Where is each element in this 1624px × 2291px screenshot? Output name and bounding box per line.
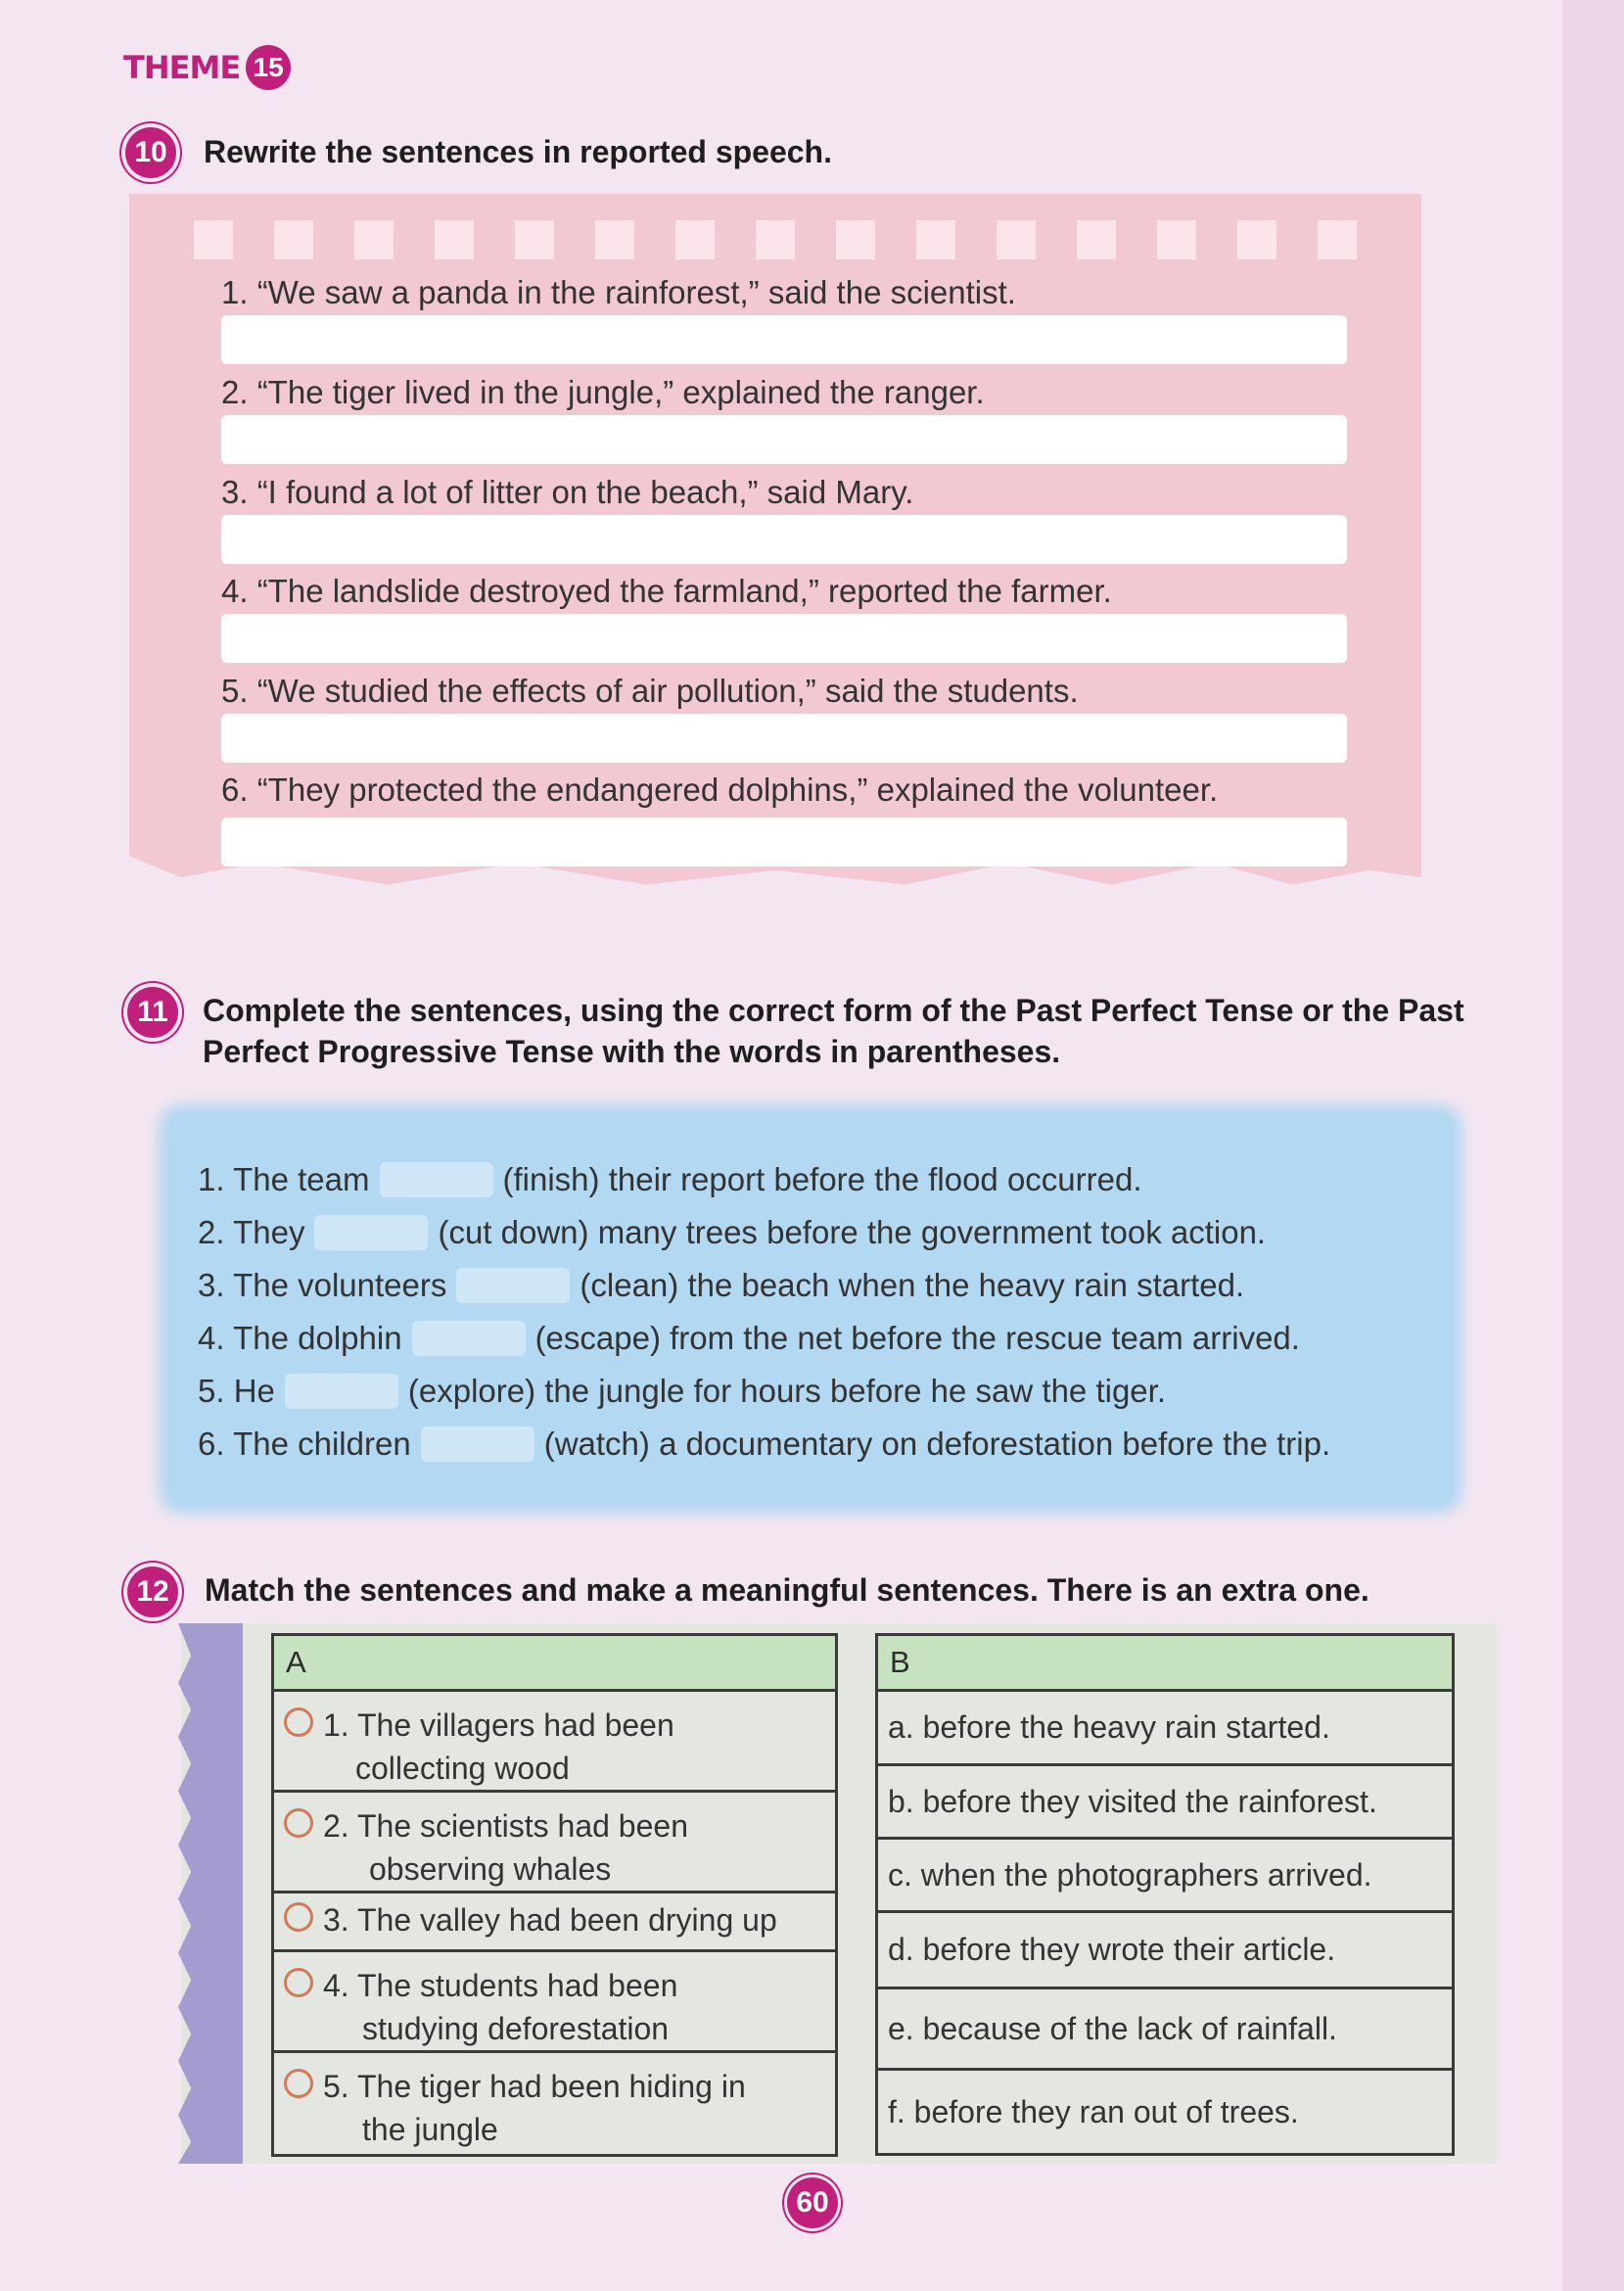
gap-field-1[interactable] <box>380 1162 493 1197</box>
tense-item-subject: 6. The children <box>198 1426 411 1462</box>
exercise-11-title-line-2: Perfect Progressive Tense with the words in parentheses. <box>203 1034 1061 1069</box>
column-b-item-e: e. because of the lack of rainfall. <box>878 1989 1452 2071</box>
column-b-item-b: b. before they visited the rainforest. <box>878 1766 1452 1840</box>
answer-circle-1[interactable] <box>284 1707 313 1737</box>
column-b-item-a: a. before the heavy rain started. <box>878 1692 1452 1766</box>
exercise-10-badge: 10 <box>125 127 176 178</box>
answer-field-4[interactable] <box>221 614 1347 663</box>
exercise-11-title-line-1: Complete the sentences, using the correct form of the Past Perfect Tense or the Past <box>203 993 1464 1028</box>
column-b-item-f: f. before they ran out of trees. <box>888 2093 1299 2129</box>
column-a-item-4: 4. The students had been studying deforestation <box>274 1952 835 2053</box>
tense-item-subject: 1. The team <box>198 1161 370 1197</box>
exercise-12-badge: 12 <box>127 1566 178 1617</box>
column-b-header: B <box>878 1636 1452 1692</box>
tense-item-verb: (finish) <box>502 1161 600 1197</box>
theme-number-badge: 15 <box>246 45 291 90</box>
tense-item-rest: their report before the flood occurred. <box>608 1161 1142 1197</box>
gap-field-6[interactable] <box>421 1426 534 1462</box>
exercise-11-badge: 11 <box>127 987 178 1038</box>
tense-item-verb: (watch) <box>543 1426 650 1462</box>
page-number: 60 <box>787 2177 838 2228</box>
tense-item-rest: a documentary on deforestation before the trip. <box>659 1426 1331 1462</box>
reported-speech-item-4: 4. “The landslide destroyed the farmland,” reported the farmer. <box>221 573 1112 609</box>
answer-circle-2[interactable] <box>284 1808 313 1838</box>
column-a-item-1: 1. The villagers had been collecting wood <box>274 1692 835 1793</box>
tense-item-4 <box>198 1320 1300 1357</box>
page-side-strip <box>1562 0 1624 2291</box>
column-a-item-3: 3. The valley had been drying up <box>274 1894 835 1952</box>
reported-speech-item-6: 6. “They protected the endangered dolphins,” explained the volunteer. <box>221 771 1219 808</box>
reported-speech-item-2: 2. “The tiger lived in the jungle,” explained the ranger. <box>221 374 985 410</box>
column-b-item-c: c. when the photographers arrived. <box>878 1840 1452 1913</box>
tense-item-6 <box>198 1426 1330 1463</box>
gap-field-2[interactable] <box>314 1215 428 1250</box>
gap-field-5[interactable] <box>285 1374 398 1409</box>
matching-column-b <box>875 1633 1455 2156</box>
tense-item-2 <box>198 1214 1266 1251</box>
tense-item-3 <box>198 1267 1244 1304</box>
tense-item-verb: (clean) <box>580 1267 679 1303</box>
answer-circle-4[interactable] <box>284 1968 313 1997</box>
answer-circle-3[interactable] <box>284 1902 313 1932</box>
tense-item-subject: 2. They <box>198 1214 305 1250</box>
answer-field-3[interactable] <box>221 515 1347 564</box>
theme-header <box>123 45 291 90</box>
answer-field-2[interactable] <box>221 415 1347 464</box>
tense-item-5 <box>198 1373 1166 1410</box>
gap-field-3[interactable] <box>456 1268 570 1303</box>
answer-circle-5[interactable] <box>284 2069 313 2098</box>
tense-item-rest: the jungle for hours before he saw the tiger. <box>544 1373 1166 1409</box>
answer-field-6[interactable] <box>221 818 1347 866</box>
tense-item-rest: from the net before the rescue team arrived. <box>670 1320 1300 1356</box>
reported-speech-item-3: 3. “I found a lot of litter on the beach,” said Mary. <box>221 474 914 510</box>
matching-column-a <box>271 1633 838 2157</box>
column-a-header: A <box>274 1636 835 1692</box>
tense-item-subject: 4. The dolphin <box>198 1320 402 1356</box>
answer-field-5[interactable] <box>221 714 1347 763</box>
reported-speech-item-5: 5. “We studied the effects of air pollution,” said the students. <box>221 673 1079 709</box>
tense-item-verb: (cut down) <box>438 1214 589 1250</box>
theme-label: THEME <box>123 49 241 86</box>
tense-item-rest: the beach when the heavy rain started. <box>687 1267 1245 1303</box>
tense-item-verb: (escape) <box>534 1320 661 1356</box>
reported-speech-item-1: 1. “We saw a panda in the rainforest,” said the scientist. <box>221 274 1016 310</box>
tense-item-verb: (explore) <box>407 1373 536 1409</box>
exercise-10-title: Rewrite the sentences in reported speech. <box>204 134 832 169</box>
tense-item-rest: many trees before the government took action. <box>597 1214 1267 1250</box>
answer-field-1[interactable] <box>221 315 1347 364</box>
tense-item-subject: 5. He <box>198 1373 275 1409</box>
column-b-item-d: d. before they wrote their article. <box>878 1913 1452 1989</box>
gap-field-4[interactable] <box>412 1321 526 1356</box>
column-a-item-5: 5. The tiger had been hiding in the jungle <box>274 2053 835 2154</box>
notebook-holes <box>194 220 1357 259</box>
tense-item-1 <box>198 1161 1142 1198</box>
tense-item-subject: 3. The volunteers <box>198 1267 447 1303</box>
exercise-12-title: Match the sentences and make a meaningful sentences. There is an extra one. <box>205 1572 1369 1608</box>
column-a-item-2: 2. The scientists had been observing whales <box>274 1793 835 1894</box>
